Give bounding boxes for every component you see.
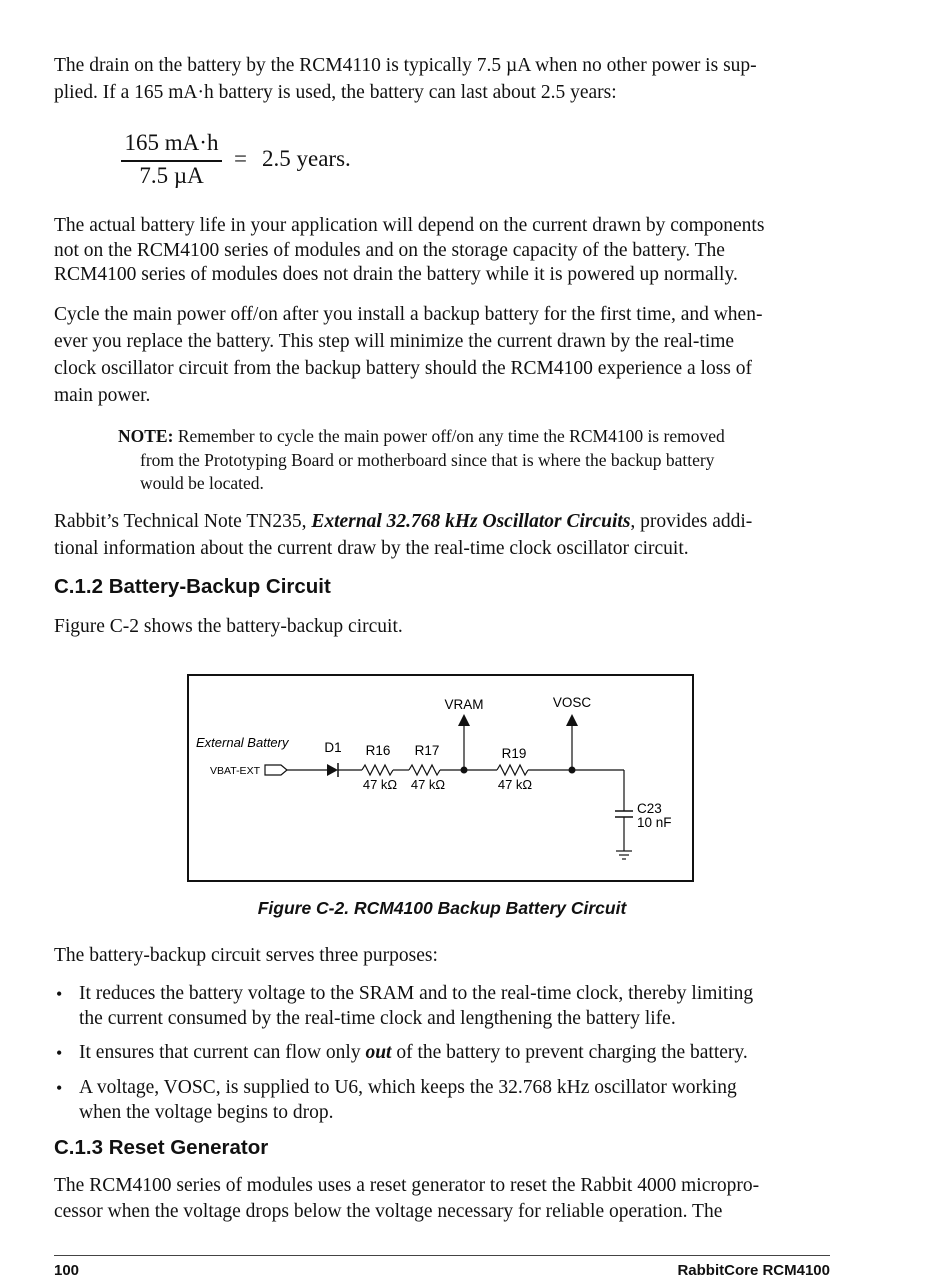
- technical-note-title: External 32.768 kHz Oscillator Circuits: [311, 511, 631, 532]
- text-line: when the voltage begins to drop.: [79, 1101, 334, 1123]
- paragraph-purposes-intro: The battery-backup circuit serves three purposes:: [54, 945, 438, 966]
- text-span: , provides addi-: [630, 511, 753, 532]
- resistor-r17: [409, 765, 440, 775]
- text-line: cessor when the voltage drops below the voltage necessary for reliable operation. The: [54, 1200, 723, 1222]
- paragraph-battery-drain: [54, 52, 834, 106]
- fraction-bar: [121, 160, 222, 162]
- bullet-marker: •: [56, 984, 63, 1004]
- paragraph-technical-note: [54, 508, 834, 562]
- text-line: The actual battery life in your application will depend on the current drawn by components: [54, 215, 765, 236]
- text-line: plied. If a 165 mA·h battery is used, the battery can last about 2.5 years:: [54, 82, 617, 103]
- text-span: of the battery to prevent charging the battery.: [391, 1042, 748, 1063]
- equation-result: 2.5 years.: [262, 146, 351, 171]
- text-line: Cycle the main power off/on after you install a backup battery for the first time, and when-: [54, 304, 763, 325]
- label-vram: VRAM: [444, 697, 484, 712]
- list-item: [79, 1041, 839, 1066]
- text-line: not on the RCM4100 series of modules and on the storage capacity of the battery. The: [54, 239, 725, 261]
- bullet-marker: •: [56, 1078, 63, 1098]
- resistor-r16: [362, 765, 393, 775]
- text-line: RCM4100 series of modules does not drain the battery while it is powered up normally.: [54, 264, 738, 285]
- note-box: [118, 425, 818, 496]
- note-text: Remember to cycle the main power off/on any time the RCM4100 is removed: [173, 426, 725, 446]
- text-line: clock oscillator circuit from the backup battery should the RCM4100 experience a loss of: [54, 358, 753, 379]
- text-line: It reduces the battery voltage to the SRAM and to the real-time clock, thereby limiting: [79, 983, 754, 1004]
- text-line: The RCM4100 series of modules uses a reset generator to reset the Rabbit 4000 micropro-: [54, 1175, 760, 1196]
- list-item: [79, 982, 839, 1031]
- note-label: NOTE:: [118, 426, 174, 446]
- text-span: Rabbit’s Technical Note TN235,: [54, 511, 312, 532]
- vosc-arrow: [566, 714, 578, 726]
- paragraph-battery-life: [54, 214, 834, 288]
- paragraph-cycle-power: [54, 301, 834, 409]
- emphasis-out: out: [365, 1042, 392, 1063]
- footer-product-name: RabbitCore RCM4100: [677, 1262, 830, 1279]
- equation-denominator: 7.5 µA: [139, 163, 204, 188]
- text-line: ever you replace the battery. This step will minimize the current drawn by the real-time: [54, 331, 735, 352]
- text-line: The drain on the battery by the RCM4110 is typically 7.5 µA when no other power is sup-: [54, 55, 757, 76]
- vram-arrow: [458, 714, 470, 726]
- note-text: would be located.: [140, 473, 264, 493]
- label-r17-value: 47 kΩ: [410, 777, 446, 792]
- text-line: main power.: [54, 385, 151, 406]
- label-r17: R17: [414, 743, 440, 758]
- page-number: 100: [54, 1262, 80, 1279]
- list-item: [79, 1076, 839, 1125]
- label-c23: C23: [637, 801, 662, 816]
- footer-rule: [54, 1255, 830, 1256]
- label-c23-value: 10 nF: [637, 815, 672, 830]
- equation-equals: =: [234, 146, 247, 171]
- diode-d1: [327, 764, 338, 776]
- circuit-diagram: [187, 674, 695, 884]
- text-span: It ensures that current can flow only: [79, 1042, 366, 1063]
- text-line: the current consumed by the real-time clock and lengthening the battery life.: [79, 1007, 676, 1029]
- section-heading-reset-generator: C.1.3 Reset Generator: [54, 1136, 269, 1159]
- note-text: from the Prototyping Board or motherboard since that is where the backup battery: [140, 449, 715, 470]
- equation-numerator: 165 mA·h: [124, 130, 219, 155]
- label-r19-value: 47 kΩ: [497, 777, 533, 792]
- bullet-marker: •: [56, 1043, 63, 1063]
- label-vosc: VOSC: [552, 695, 592, 710]
- text-line: A voltage, VOSC, is supplied to U6, which keeps the 32.768 kHz oscillator working: [79, 1077, 737, 1098]
- resistor-r19: [497, 765, 528, 775]
- paragraph-figure-intro: Figure C-2 shows the battery-backup circuit.: [54, 616, 403, 637]
- paragraph-reset-generator: [54, 1173, 834, 1224]
- label-r19: R19: [501, 746, 527, 761]
- label-external-battery: External Battery: [196, 735, 289, 750]
- label-d1: D1: [324, 740, 342, 755]
- figure-battery-circuit: [187, 674, 695, 884]
- vbat-connector: [265, 765, 287, 775]
- label-vbat-ext: VBAT-EXT: [210, 765, 260, 777]
- figure-caption: Figure C-2. RCM4100 Backup Battery Circuit: [257, 898, 627, 918]
- label-r16: R16: [365, 743, 391, 758]
- text-line: tional information about the current draw by the real-time clock oscillator circuit.: [54, 538, 689, 559]
- section-heading-battery-backup: C.1.2 Battery-Backup Circuit: [54, 575, 331, 598]
- label-r16-value: 47 kΩ: [362, 777, 398, 792]
